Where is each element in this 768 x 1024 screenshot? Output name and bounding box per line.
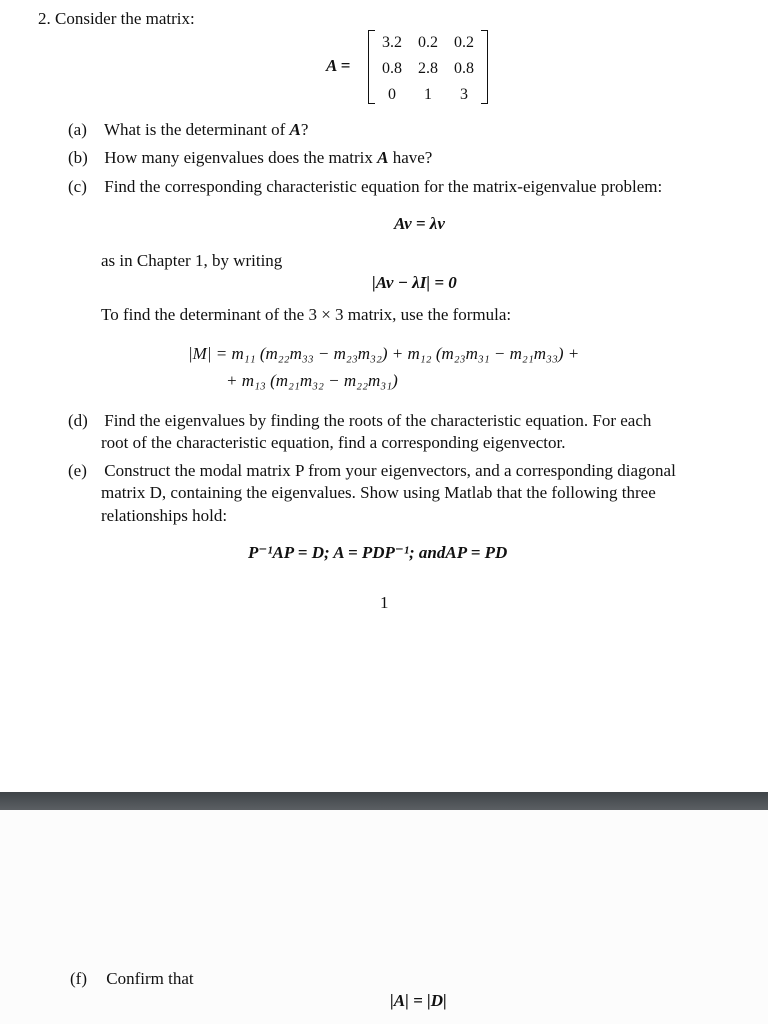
part-e (68, 461, 676, 481)
next-page-area (0, 810, 768, 1024)
formula-intro: To find the determinant of the 3 × 3 matrix, use the formula: (101, 305, 512, 324)
part-b (68, 148, 432, 168)
matrix-cell: 2.8 (418, 60, 438, 77)
matrix-lhs: A = (326, 56, 351, 75)
question-number: 2. (38, 9, 51, 28)
part-f-label: (f) (70, 969, 87, 988)
matrix-table (374, 30, 482, 108)
question-header (38, 9, 195, 29)
part-d-line2: root of the characteristic equation, find a corresponding eigenvector. (101, 433, 566, 452)
part-e-line2: matrix D, containing the eigenvalues. Show using Matlab that the following three (101, 483, 656, 502)
matrix-cell: 0.2 (454, 34, 474, 51)
part-f-text: Confirm that (106, 969, 194, 988)
part-e-line1: Construct the modal matrix P from your eigenvectors, and a corresponding diagonal (104, 461, 676, 480)
page-number: 1 (380, 593, 389, 612)
part-f (70, 969, 194, 989)
page-divider (0, 792, 768, 810)
part-c-label: (c) (68, 177, 87, 196)
determinant-formula-line2: + m₁₃ (m₂₁m₃₂ − m₂₂m₃₁) (226, 371, 398, 390)
matrix-cell: 3 (460, 86, 468, 103)
matrix-row (374, 82, 482, 108)
part-e-line3: relationships hold: (101, 506, 228, 525)
matrix-a (368, 28, 488, 106)
part-b-label: (b) (68, 148, 88, 167)
matrix-cell: 1 (424, 86, 432, 103)
part-e-label: (e) (68, 461, 87, 480)
matrix-cell: 0.2 (418, 34, 438, 51)
part-a-var: A (289, 120, 301, 139)
matrix-cell: 0.8 (454, 60, 474, 77)
determinant-formula-line1: |M| = m₁₁ (m₂₂m₃₃ − m₂₃m₃₂) + m₁₂ (m₂₃m₃₁ − m₂₁m₃₃) + (188, 344, 580, 363)
part-c-as-in: as in Chapter 1, by writing (101, 251, 283, 270)
matlab-relationships: P⁻¹AP = D; A = PDP⁻¹; andAP = PD (248, 543, 508, 562)
determinant-equality: |A| = |D| (390, 991, 447, 1010)
part-b-text: How many eigenvalues does the matrix (104, 148, 378, 167)
question-intro: Consider the matrix: (55, 9, 195, 28)
part-a (68, 120, 308, 140)
part-b-var: A (377, 148, 389, 167)
matrix-cell: 0 (388, 86, 396, 103)
part-a-label: (a) (68, 120, 87, 139)
matrix-cell: 3.2 (382, 34, 402, 51)
part-c (68, 177, 662, 197)
eigen-equation: Av = λv (394, 214, 445, 233)
part-a-text: What is the determinant of (103, 120, 290, 139)
part-a-suffix: ? (300, 120, 309, 139)
part-b-suffix: have? (388, 148, 433, 167)
part-c-text: Find the corresponding characteristic equation for the matrix-eigenvalue problem: (104, 177, 663, 196)
part-d-line1: Find the eigenvalues by finding the roots of the characteristic equation. For each (104, 411, 652, 430)
matrix-row (374, 56, 482, 82)
part-d-label: (d) (68, 411, 88, 430)
characteristic-equation: |Av − λI| = 0 (372, 273, 457, 292)
matrix-row (374, 30, 482, 56)
right-bracket (481, 30, 488, 104)
matrix-cell: 0.8 (382, 60, 402, 77)
part-d (68, 411, 651, 431)
